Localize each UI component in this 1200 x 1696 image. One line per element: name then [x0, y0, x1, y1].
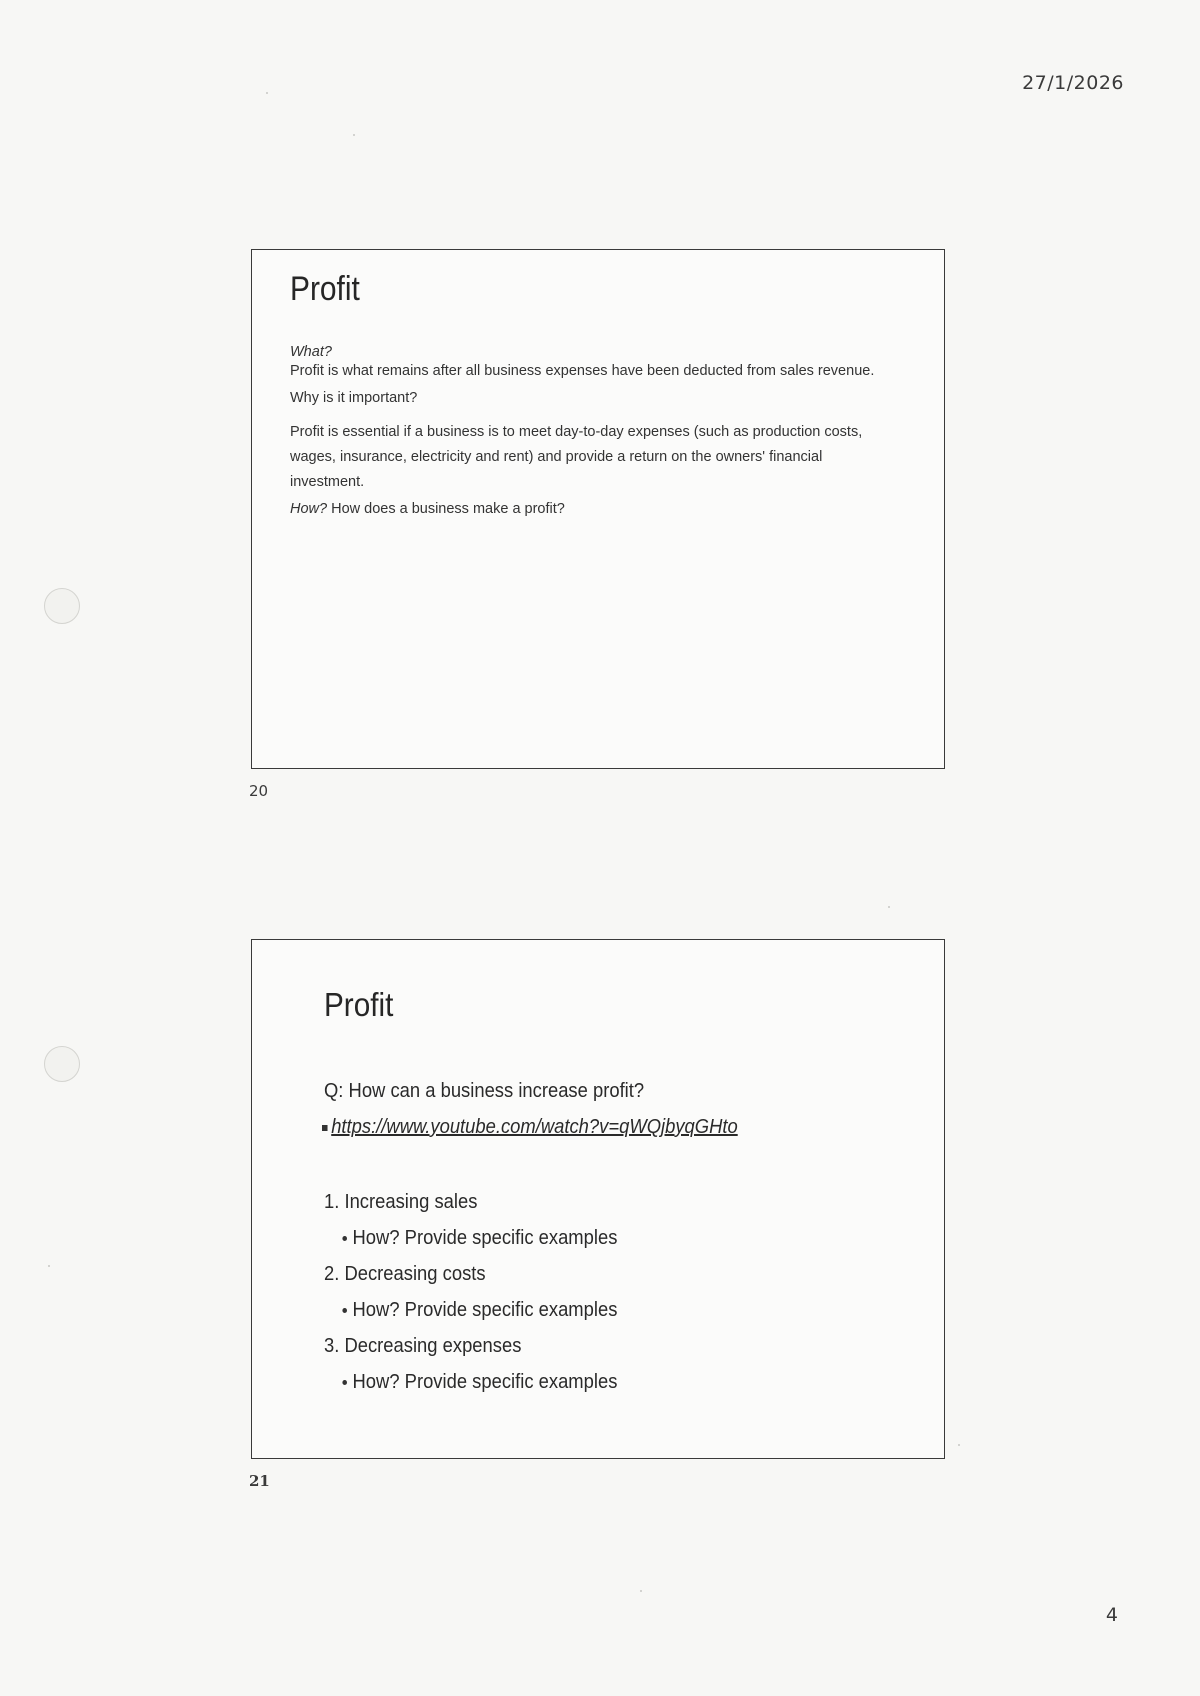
importance-text: Profit is essential if a business is to meet day-to-day expenses (such as production costs, wages, insurance, electricity and rent) and provide a return on the owners' financial investment.: [290, 423, 863, 491]
page-date: 27/1/2026: [1022, 72, 1124, 94]
list-item: 2. Decreasing costs: [324, 1263, 486, 1285]
what-label: What?: [290, 344, 332, 360]
slide-20: [251, 249, 945, 769]
link-row: [322, 1116, 738, 1139]
list-item: 3. Decreasing expenses: [324, 1335, 522, 1357]
how-text: How does a business make a profit?: [327, 500, 565, 517]
page-number: 4: [1105, 1604, 1118, 1626]
strategy-list: [324, 1184, 617, 1400]
punch-hole: [44, 588, 80, 624]
question-text: Q: How can a business increase profit?: [324, 1080, 645, 1102]
youtube-link[interactable]: https://www.youtube.com/watch?v=qWQjbyqGHto: [331, 1116, 738, 1138]
bullet-icon: [342, 1380, 347, 1385]
sub-item: [324, 1220, 617, 1256]
list-item: 1. Increasing sales: [324, 1191, 478, 1213]
bullet-icon: [342, 1236, 347, 1241]
how-label: How?: [290, 500, 328, 517]
slide-title: Profit: [324, 986, 394, 1023]
why-label: Why is it important?: [290, 390, 418, 407]
sub-item-text: How? Provide specific examples: [352, 1371, 618, 1393]
square-bullet-icon: [322, 1125, 328, 1131]
profit-definition: Profit is what remains after all business expenses have been deducted from sales revenue.: [290, 363, 875, 380]
how-question: [290, 502, 900, 517]
slide-title: Profit: [290, 270, 360, 308]
sub-item: [324, 1364, 617, 1400]
punch-hole: [44, 1046, 80, 1082]
slide-number: 21: [249, 1472, 270, 1490]
bullet-icon: [342, 1308, 347, 1313]
sub-item: [324, 1292, 617, 1328]
slide-21: [251, 939, 945, 1459]
slide-number: 20: [249, 782, 269, 800]
sub-item-text: How? Provide specific examples: [352, 1299, 618, 1321]
slide-body: [290, 345, 900, 529]
sub-item-text: How? Provide specific examples: [352, 1227, 618, 1249]
